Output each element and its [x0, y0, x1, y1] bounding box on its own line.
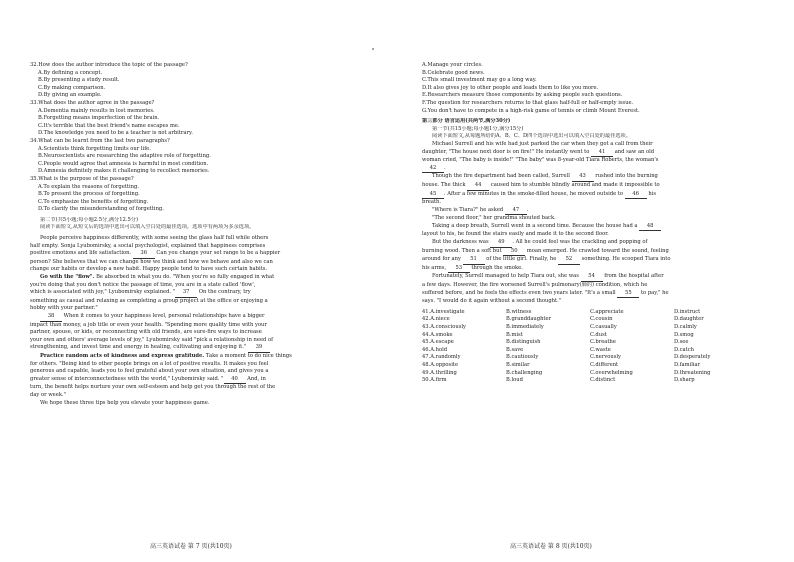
- text-run: Taking a deep breath, Surrell went in a second time. Because the house had a: [432, 222, 640, 229]
- answer-option: D.calmly: [674, 324, 697, 330]
- question-33: [30, 100, 382, 138]
- answer-row: [422, 324, 774, 332]
- option-a: A.Scientists think forgetting limits our life.: [38, 145, 151, 152]
- blank-37: 37: [175, 289, 197, 298]
- option-d: D.Amnesia definitely makes it challenging to recollect memories.: [38, 168, 210, 175]
- text-line: [30, 313, 382, 322]
- page-footer: 高三英语试卷 第 8 页(共10页): [510, 543, 592, 550]
- text-line: [422, 182, 774, 191]
- text-line: [422, 191, 774, 200]
- text-line: [422, 173, 774, 182]
- blank-52: 52: [558, 256, 580, 265]
- blank-40: 40: [224, 376, 246, 385]
- blank-47: 47: [505, 207, 527, 216]
- text-line: [422, 282, 774, 290]
- cloze-answer-options: [422, 309, 774, 385]
- blank-46: 46: [625, 191, 647, 200]
- answer-option: B.similar: [506, 361, 530, 368]
- text-run: . After a few minutes in the smoke-filled house, he moved outside to: [444, 190, 625, 197]
- blank-41: 41: [591, 149, 613, 158]
- text-line: [422, 298, 774, 306]
- answer-option: D.daughter: [674, 316, 704, 323]
- blank-48: 48: [639, 223, 661, 232]
- option-c: C.By making comparison.: [38, 84, 106, 91]
- blank-49: 49: [490, 239, 512, 248]
- section-1-instructions: 阅读下面短文,从每题所给的A、B、C、D四个选项中选出可以填入空白处的最佳选项。: [432, 133, 631, 140]
- answer-option: D.catch: [674, 346, 694, 353]
- answer-option: B.mist: [506, 331, 523, 338]
- blank-45: 45: [422, 191, 444, 200]
- option-d: D.The knowledge you need to be a teacher is not arbitrary.: [38, 130, 193, 137]
- text-line: half empty. Sonja Lyubomirsky, a social psychologist, explained that happiness comprises: [30, 242, 266, 249]
- option-e: E.Researchers measure those components by asking people such questions.: [422, 92, 623, 99]
- text-line: [422, 223, 774, 232]
- blank-38: 38: [40, 313, 62, 322]
- answer-option: C.cousin: [590, 316, 613, 323]
- text-line: [422, 215, 774, 223]
- text-line: [30, 353, 382, 361]
- text-run: Fortunately, Surrell managed to help Tiara out, she was: [432, 273, 581, 280]
- text-line: turn, the benefit helps nurture your own self-esteem and help get you through the rest of the: [30, 384, 276, 391]
- option-a: A.Manage your circles.: [422, 62, 483, 68]
- answer-option: D.threatening: [674, 369, 711, 376]
- text-run: moan emerged. He crawled toward the sound, feeling: [525, 247, 669, 254]
- text-line: something as casual and relaxing as completing a group project at the office or enjoying a: [30, 297, 268, 304]
- blank-50: 50: [503, 248, 525, 257]
- answer-option: C.overwhelming: [590, 369, 633, 376]
- option-c: C.To emphasize the benefits of forgetting.: [38, 198, 149, 205]
- answer-row: [422, 362, 774, 370]
- text-run: And, in: [245, 375, 266, 382]
- text-run: "The second floor," her grandma shouted back.: [432, 215, 556, 222]
- option-b: B.To present the process of forgetting.: [38, 191, 140, 198]
- answer-option: C.appreciate: [590, 308, 624, 315]
- text-run: . All he could feel was the crackling and popping of: [512, 239, 648, 246]
- question-stem: 33.What does the author agree in the passage?: [30, 99, 155, 106]
- text-run: .: [526, 206, 529, 213]
- text-run: from the hospital after: [602, 273, 664, 280]
- answer-option: 49.A.thrilling: [422, 369, 457, 376]
- page-footer: 高三英语试卷 第 7 页(共10页): [150, 543, 232, 550]
- answer-option: C.nervously: [590, 354, 621, 361]
- text-line: [30, 376, 382, 385]
- question-stem: 35.What is the purpose of the passage?: [30, 175, 134, 182]
- text-run: of the little girl. Finally, he: [484, 256, 558, 263]
- answer-option: C.waste: [590, 346, 611, 353]
- passage-paragraph-2: [30, 274, 382, 313]
- passage-paragraph-3: [30, 313, 382, 353]
- exam-page-8: [400, 0, 794, 562]
- passage-paragraph-4: [30, 353, 382, 400]
- text-line: [422, 239, 774, 248]
- answer-option: 47.A.randomly: [422, 354, 461, 361]
- text-line: you're doing that you don't notice the passage of time, you are in a state called 'flow',: [30, 281, 256, 288]
- answer-row: [422, 354, 774, 362]
- blank-54: 54: [581, 273, 603, 282]
- answer-option: 41.A.investigate: [422, 308, 465, 315]
- answer-option: D.sharp: [674, 377, 695, 384]
- option-g: G.You don't have to compete in a high-risk game of tennis or climb Mount Everest.: [422, 107, 640, 114]
- text-run: But the darkness was: [432, 239, 491, 246]
- text-run: through the smoke.: [469, 264, 523, 271]
- answer-option: B.distinguish: [506, 339, 541, 346]
- text-run: greater sense of interconnectedness with the world," Lyubomirsky said. ": [30, 375, 224, 382]
- answer-row: [422, 309, 774, 317]
- answer-row: [422, 332, 774, 340]
- text-line: [422, 265, 774, 274]
- answer-option: 42.A.niece: [422, 316, 450, 323]
- left-column: [30, 62, 382, 407]
- text-run: which is associated with joy," Lyubomirsky explained. ": [30, 289, 176, 296]
- text-run: On the contrary, try: [197, 289, 251, 296]
- text-run: daughter, "The house next door is on fire!" He instantly went to: [422, 148, 592, 155]
- option-d: D.By giving an example.: [38, 92, 102, 99]
- text-line: [422, 157, 774, 165]
- answer-option: C.different: [590, 361, 619, 368]
- text-line: day or week.": [30, 391, 67, 398]
- text-run: breath.: [422, 199, 442, 206]
- cloze-passage: [422, 141, 774, 306]
- answer-option: D.instruct: [674, 308, 701, 315]
- question-32: [30, 62, 382, 100]
- answer-row: [422, 370, 774, 378]
- answer-option: C.dust: [590, 331, 607, 338]
- text-line: generous and capable, leads you to feel grateful about your own situation, and gives you a: [30, 368, 269, 375]
- passage-paragraph-5: We hope these three tips help you elevate your happiness game.: [40, 399, 210, 406]
- text-line: [422, 290, 774, 299]
- text-run: and saw an old: [613, 148, 655, 155]
- option-c: C.It's terrible that the best friend's name escapes me.: [38, 122, 180, 129]
- answer-option: 46.A.hold: [422, 346, 448, 353]
- text-line: change our habits or develop a new habit. Happy people tend to have such certain habits.: [30, 266, 267, 273]
- subheading: Go with the "flow".: [40, 274, 97, 281]
- text-run: suffered before, and he feels the effects even two years later. "It's a small: [422, 289, 618, 296]
- text-line: [422, 256, 774, 265]
- option-a: A.To explain the reasons of forgetting.: [38, 183, 139, 190]
- text-run: .: [444, 164, 446, 171]
- text-line: [422, 207, 774, 216]
- text-line: [30, 344, 382, 353]
- answer-option: B.save: [506, 346, 524, 353]
- option-d: D.To clarify the misunderstanding of forgetting.: [38, 206, 164, 213]
- blank-44: 44: [467, 182, 489, 191]
- text-run: rushed into the burning: [593, 173, 658, 180]
- text-line: hobby with your partner.": [30, 305, 98, 312]
- option-b: B.Celebrate good news.: [422, 69, 485, 76]
- text-run: a few days. However, the fire worsened Surrell's pulmonary(肺的) condition, which he: [422, 282, 648, 289]
- text-run: his arms,: [422, 264, 448, 271]
- text-line: person? She believes that we can change how we think and how we behave and also we can: [30, 258, 273, 265]
- answer-option: 50.A.firm: [422, 377, 447, 384]
- seven-choice-options: [422, 62, 774, 115]
- answer-option: D.see: [674, 339, 689, 346]
- passage-paragraph-1: [30, 235, 382, 274]
- text-run: woman cried, "The baby is inside!" "The baby" was 8-year-old Tiara Roberts, the woman's: [422, 157, 659, 164]
- option-b: B.Neuroscientists are researching the adaptive role of forgetting.: [38, 153, 211, 160]
- section-1-title: 第一节(共15小题;每小题1分,满分15分): [432, 125, 524, 132]
- text-run: Be absorbed in what you do. "When you're so fully engaged in what: [96, 274, 275, 281]
- text-run: house. The thick: [422, 181, 468, 188]
- text-line: [422, 165, 774, 174]
- text-line: [30, 289, 382, 298]
- answer-row: [422, 316, 774, 324]
- option-b: B.Forgetting means imperfection of the brain.: [38, 115, 160, 122]
- text-line: People perceive happiness differently, with some seeing the glass half full while others: [40, 235, 269, 242]
- text-line: [422, 149, 774, 158]
- text-line: [422, 141, 774, 149]
- text-run: Take a moment to do nice things: [205, 352, 292, 359]
- answer-option: 48.A.opposite: [422, 361, 459, 368]
- text-line: [422, 231, 774, 239]
- text-run: something. He scooped Tiara into: [579, 256, 671, 263]
- answer-option: B.cautiously: [506, 354, 539, 361]
- answer-option: B.immediately: [506, 324, 544, 330]
- answer-option: 43.A.consciously: [422, 324, 466, 330]
- option-d: D.It also gives joy to other people and leads them to like you more.: [422, 84, 599, 91]
- answer-option: C.breathe: [590, 339, 616, 346]
- text-line: your own and others' average levels of joy," Lyubomirsky said "pick a relationship in need of: [30, 336, 274, 343]
- text-line: partner, spouse, or kids, or reconnecting with old friends, are sure-fire ways to increase: [30, 329, 262, 336]
- answer-option: 44.A.smoke: [422, 331, 453, 338]
- text-line: [422, 248, 774, 257]
- text-run: his: [646, 190, 656, 197]
- answer-row: [422, 347, 774, 355]
- answer-row: [422, 377, 774, 385]
- section-2-title: 第二节(共5小题;每小题2.5分,满分12.5分): [40, 216, 138, 223]
- option-b: B.By presenting a study result.: [38, 77, 120, 84]
- option-c: C.People would agree that amnesia is harmful in most condition.: [38, 160, 209, 167]
- answer-option: D.desperately: [674, 354, 711, 361]
- text-line: impact than money, a job title or even your health. "Spending more quality time with your: [30, 321, 267, 328]
- option-a: A.By defining a concept.: [38, 69, 103, 76]
- text-run: says. "I would do it again without a second thought.": [422, 298, 562, 305]
- text-run: caused him to stumble blindly around and made it impossible to: [489, 181, 660, 188]
- answer-option: D.smog: [674, 331, 694, 338]
- part-3-title: 第三部分 语言运用(共两节,满分30分): [422, 118, 511, 125]
- text-line: [422, 199, 774, 207]
- text-run: When it comes to your happiness level, personal relationships have a bigger: [62, 313, 265, 319]
- text-run: Michael Surrell and his wife had just parked the car when they got a call from their: [432, 140, 653, 147]
- text-run: layout to his, he found the stairs easily and made it to the second floor.: [422, 231, 609, 238]
- blank-51: 51: [463, 256, 485, 265]
- answer-option: C.casually: [590, 324, 617, 330]
- blank-42: 42: [422, 165, 444, 174]
- right-column: [422, 62, 774, 385]
- question-stem: 34.What can be learnt from the last two paragraphs?: [30, 137, 170, 144]
- section-2-instructions: 阅读下面短文,从短文后的选项中选出可以填入空白处的最佳选项。选项中有两项为多余选项。: [40, 224, 255, 231]
- question-35: [30, 176, 382, 214]
- text-run: to pay," he: [639, 289, 669, 296]
- answer-option: B.granddaughter: [506, 316, 552, 323]
- answer-row: [422, 339, 774, 347]
- text-run: burning wood. Then a soft but: [422, 247, 504, 254]
- text-run: "Where is Tiara?" he asked: [432, 206, 505, 213]
- question-34: [30, 138, 382, 176]
- answer-option: 45.A.escape: [422, 339, 454, 346]
- blank-53: 53: [448, 265, 470, 274]
- blank-39: 39: [248, 344, 270, 353]
- answer-option: B.loud: [506, 377, 523, 384]
- text-line: [30, 250, 382, 259]
- answer-option: B.witness: [506, 308, 532, 315]
- option-a: A.Dementia mainly results in lost memories.: [38, 107, 155, 114]
- blank-43: 43: [572, 173, 594, 182]
- subheading: Practice random acts of kindness and express gratitude.: [40, 352, 206, 359]
- text-run: strengthening, and invest time and energy in healing, cultivating and enjoying it.": [30, 344, 248, 351]
- option-c: C.This small investment may go a long way.: [422, 77, 537, 84]
- answer-option: B.challenging: [506, 369, 543, 376]
- answer-option: C.distinct: [590, 377, 616, 384]
- text-line: [422, 273, 774, 282]
- text-run: Can you change your set range to be a happier: [154, 250, 281, 257]
- text-run: around for any: [422, 256, 463, 263]
- option-f: F.The question for researchers returns to that glass half-full or half-empty issue.: [422, 99, 634, 106]
- answer-option: D.familiar: [674, 361, 701, 368]
- text-line: [30, 274, 382, 282]
- text-line: for others. "Being kind to other people brings on a lot of positive results. It makes you feel: [30, 360, 269, 367]
- question-stem: 32.How does the author introduce the topic of the passage?: [30, 62, 188, 68]
- text-run: positive emotions and life satisfaction.: [30, 250, 133, 257]
- blank-36: 36: [133, 250, 155, 259]
- text-run: Though the fire department had been called, Surrell: [432, 173, 572, 180]
- blank-55: 55: [617, 290, 639, 299]
